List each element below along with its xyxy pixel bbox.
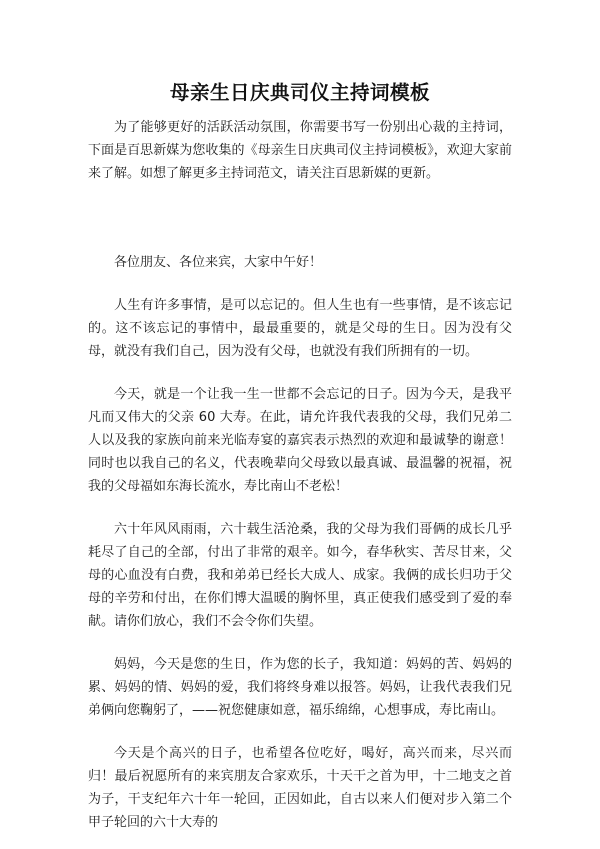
body-paragraph-5: 今天是个高兴的日子，也希望各位吃好，喝好，高兴而来，尽兴而归！最后祝愿所有的来宾朋友合家欢乐，十天干之首为甲，十二地支之首为子，干支纪年六十年一轮回，正因如此，自古以来人们便对步入第二个甲子轮回的六十大寿的 (88, 746, 512, 830)
document-page (88, 80, 512, 834)
body-paragraph-2: 今天，就是一个让我一生一世都不会忘记的日子。因为今天，是我平凡而又伟大的父亲 60 大寿。在此，请允许我代表我的父母，我们兄弟二人以及我的家族向前来光临寿宴的嘉宾表示热烈的欢迎和最诚挚的谢意！同时也以我自己的名义，代表晚辈向父母致以最真诚、最温馨的祝福，祝我的父母福如东海长流水，寿比南山不老松！ (88, 387, 512, 494)
body-paragraph-greeting: 各位朋友、各位来宾，大家中午好！ (114, 255, 323, 270)
body-paragraph-4: 妈妈，今天是您的生日，作为您的长子，我知道：妈妈的苦、妈妈的累、妈妈的情、妈妈的爱，我们将终身难以报答。妈妈，让我代表我们兄弟俩向您鞠躬了，——祝您健康如意，福乐绵绵，心想事成，寿比南山。 (88, 657, 512, 718)
intro-paragraph: 为了能够更好的活跃活动氛围，你需要书写一份别出心裁的主持词，下面是百思新媒为您收集的《母亲生日庆典司仪主持词模板》，欢迎大家前来了解。如想了解更多主持词范文，请关注百思新媒的更新。 (88, 120, 512, 181)
body-paragraph-1: 人生有许多事情，是可以忘记的。但人生也有一些事情，是不该忘记的。这不该忘记的事情中，最最重要的，就是父母的生日。因为没有父母，就没有我们自己，因为没有父母，也就没有我们所拥有的一切。 (88, 298, 512, 359)
body-paragraph-3: 六十年风风雨雨，六十载生活沧桑，我的父母为我们哥俩的成长几乎耗尽了自己的全部，付出了非常的艰辛。如今，春华秋实、苦尽甘来，父母的心血没有白费，我和弟弟已经长大成人、成家。我俩的成长归功于父母的辛劳和付出，在你们博大温暖的胸怀里，真正使我们感受到了爱的奉献。请你们放心，我们不会令你们失望。 (88, 522, 512, 629)
document-title: 母亲生日庆典司仪主持词模板 (169, 81, 430, 104)
